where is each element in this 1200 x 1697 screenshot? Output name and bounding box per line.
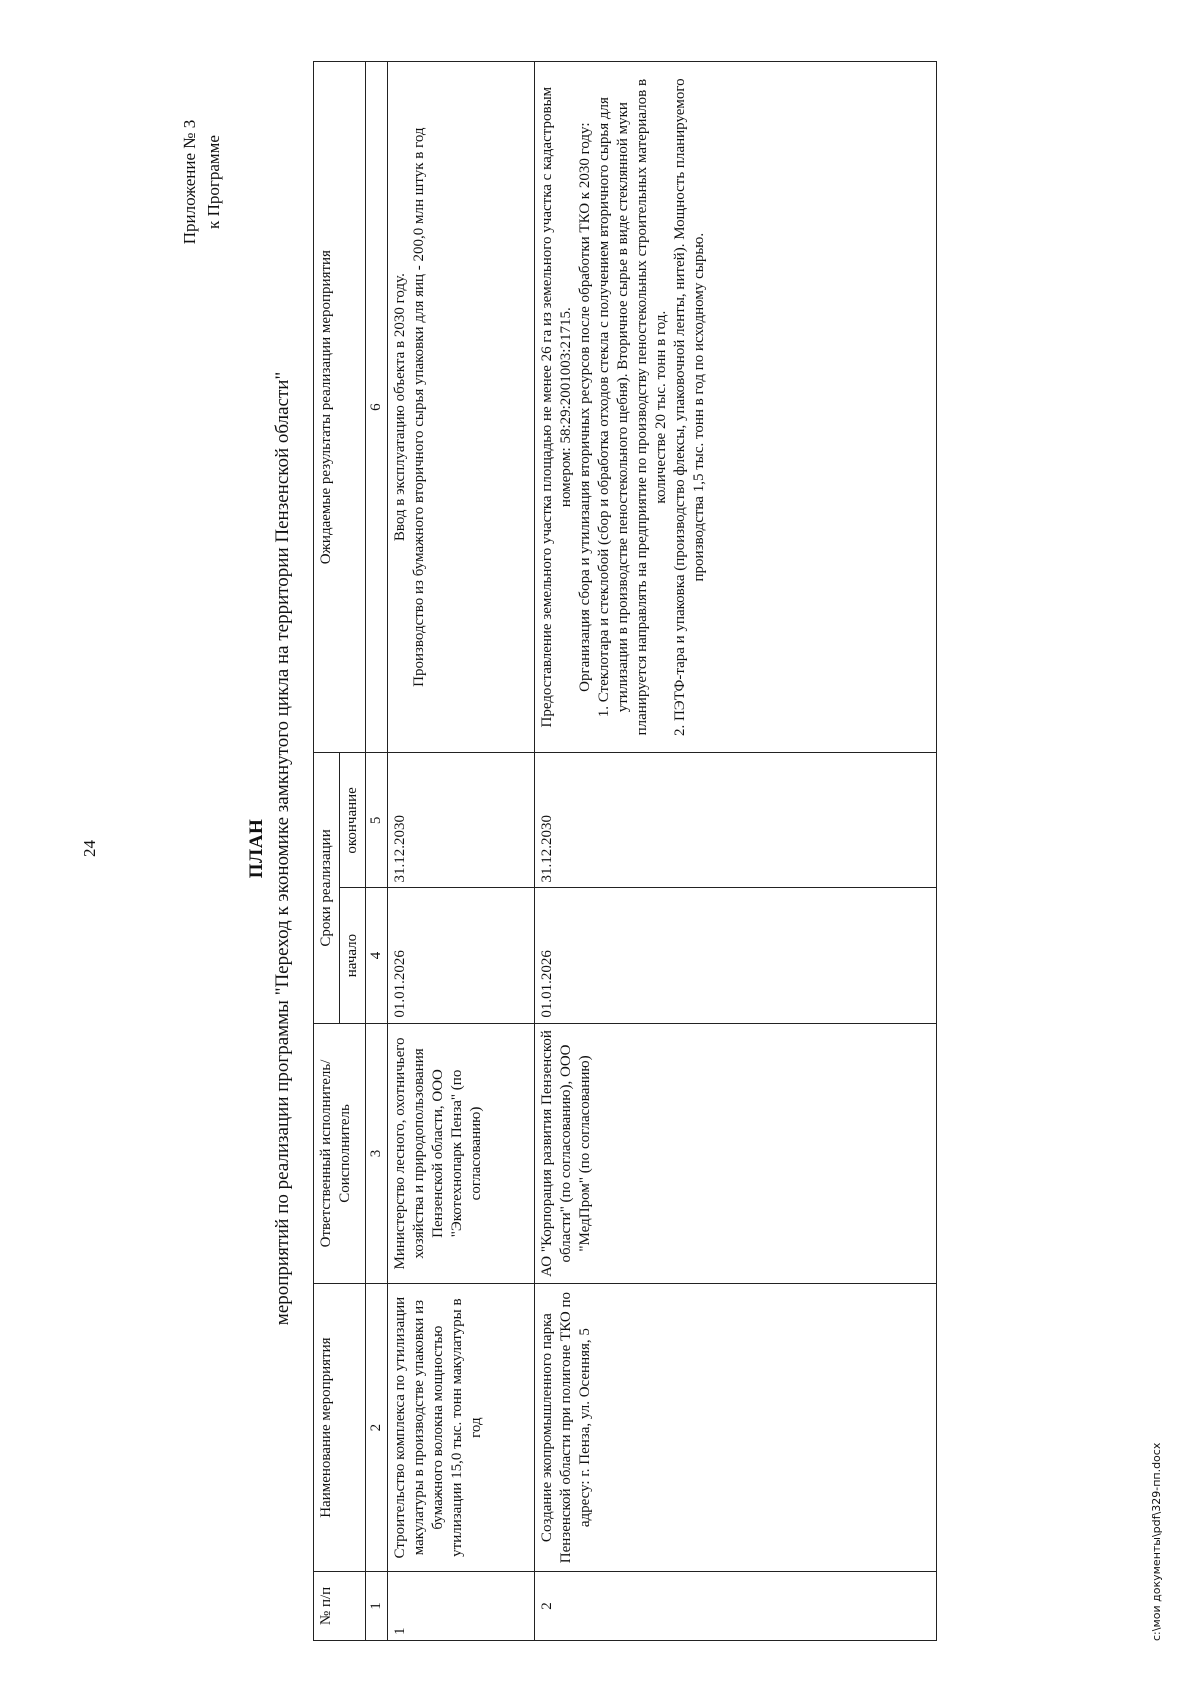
table-row [535, 62, 937, 1641]
col-number: 2 [366, 1284, 388, 1572]
col-number: 3 [366, 1023, 388, 1284]
col-number: 6 [366, 62, 388, 753]
row-end: 31.12.2030 [388, 753, 535, 888]
plan-title: ПЛАН [246, 818, 267, 879]
row-end: 31.12.2030 [535, 753, 937, 888]
result-line: Организация сбора и утилизация вторичных ресурсов после обработки ТКО к 2030 году: [577, 122, 593, 692]
header-name: Наименование мероприятия [314, 1284, 366, 1572]
row-num: 1 [388, 1571, 535, 1640]
appendix-note [178, 62, 226, 302]
appendix-line-2: к Программе [204, 135, 223, 229]
footer-file-path: c:\мои документы\pdf\329-пп.docx [1150, 1442, 1163, 1641]
header-responsible: Ответственный исполнитель/ Соисполнитель [314, 1023, 366, 1284]
col-number: 1 [366, 1571, 388, 1640]
header-results: Ожидаемые результаты реализации мероприятия [314, 62, 366, 753]
table-row [388, 62, 535, 1641]
result-line: 2. ПЭТФ-тара и упаковка (производство флексы, упаковочной ленты, нитей). Мощность планируемого производства 1,5 тыс. тонн в год по исходному сырью. [672, 78, 707, 737]
table-header-row-1 [314, 62, 340, 1641]
result-line: Предоставление земельного участка площадью не менее 26 га из земельного участка с кадастровым номером: 58:29:2001003:21715. [539, 86, 574, 728]
header-end: окончание [340, 753, 366, 888]
header-num: № п/п [314, 1571, 366, 1640]
row-start: 01.01.2026 [535, 888, 937, 1023]
row-responsible: АО "Корпорация развития Пензенской области" (по согласованию), ООО "МедПром" (по согласованию) [535, 1023, 937, 1284]
row-results [535, 62, 937, 753]
result-line: Ввод в эксплуатацию объекта в 2030 году. [392, 273, 408, 542]
row-name: Создание экопромышленного парка Пензенской области при полигоне ТКО по адресу: г. Пенза, ул. Осенняя, 5 [535, 1284, 937, 1572]
row-name: Строительство комплекса по утилизации макулатуры в производстве упаковки из бумажного волокна мощностью утилизации 15,0 тыс. тонн макулатуры в год [388, 1284, 535, 1572]
result-line: 1. Стеклотара и стеклобой (сбор и обработка отходов стекла с получением вторичного сырья для утилизации в производстве пеностекольного щебня). Вторичное сырье в виде стеклянной муки планируется направлять на предприятие по производству пеностекольных строительных материалов в количестве 20 тыс. тонн в год. [596, 78, 669, 736]
col-number: 5 [366, 753, 388, 888]
row-responsible: Министерство лесного, охотничьего хозяйства и природопользования Пензенской области, ООО "Экотехнопарк Пенза" (по согласованию) [388, 1023, 535, 1284]
col-number: 4 [366, 888, 388, 1023]
row-results [388, 62, 535, 753]
header-terms: Сроки реализации [314, 753, 340, 1023]
plan-table [313, 61, 937, 1641]
appendix-line-1: Приложение № 3 [180, 119, 199, 245]
row-num: 2 [535, 1571, 937, 1640]
header-start: начало [340, 888, 366, 1023]
row-start: 01.01.2026 [388, 888, 535, 1023]
plan-subtitle: мероприятий по реализации программы "Переход к экономике замкнутого цикла на территории Пензенской области" [272, 371, 293, 1326]
result-line: Производство из бумажного вторичного сырья упаковки для яиц - 200,0 млн штук в год [411, 127, 427, 687]
page-number: 24 [80, 840, 99, 857]
column-number-row [366, 62, 388, 1641]
